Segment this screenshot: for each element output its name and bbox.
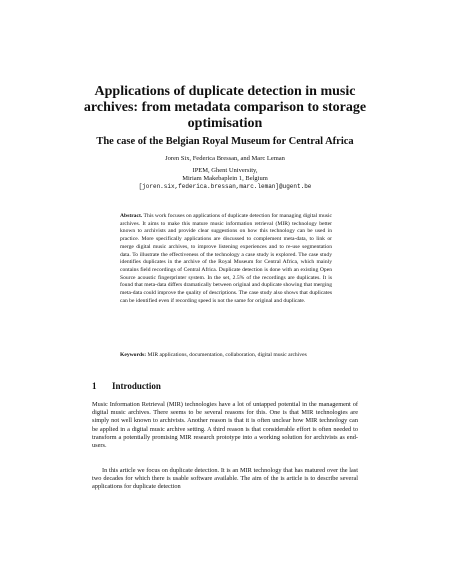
intro-paragraph-1: Music Information Retrieval (MIR) technologies have a lot of untapped potential in the management of digital music archives. There seems to be several reasons for this. One is that MIR technologies are simply not well known to archivists. Another reason is that it is often unclear how MIR technology can be applied in a digital music archive setting. A third reason is that considerable effort is often needed to transform a potentially promising MIR research prototype into a working solution for archivists as end-users.: [92, 401, 358, 450]
section-title: Introduction: [112, 381, 161, 391]
section-number: 1: [92, 381, 97, 391]
institute-line: IPEM, Ghent University,: [192, 167, 258, 174]
address-line: Miriam Makebaplein 1, Belgium: [182, 175, 268, 182]
paper-title: Applications of duplicate detection in music archives: from metadata comparison to storage optimisation: [83, 84, 367, 131]
abstract-label: Abstract.: [120, 213, 143, 219]
keywords-label: Keywords:: [120, 352, 147, 358]
affiliation-block: [70, 167, 380, 191]
author-list: Joren Six, Federica Bressan, and Marc Leman: [165, 155, 285, 162]
email-line: [joren.six,federica.bressan,marc.leman]@ugent.be: [138, 183, 312, 190]
paper-subtitle: The case of the Belgian Royal Museum for Central Africa: [96, 136, 354, 147]
keywords-text: MIR applications, documentation, collaboration, digital music archives: [147, 352, 307, 358]
keywords-block: [120, 352, 332, 360]
abstract-block: [120, 213, 332, 305]
section-heading: [92, 381, 358, 391]
intro-paragraph-2: In this article we focus on duplicate detection. It is an MIR technology that has matured over the last two decades for which there is usable software available. The aim of the is article is to describe several applications for duplicate detection: [92, 467, 358, 491]
abstract-text: This work focuses on applications of duplicate detection for managing digital music archives. It aims to make this mature music information retrieval (MIR) technology better known to archivists and provide clear suggestions on how this technology can be used in practice. More specifically applications are discussed to complement meta-data, to link or merge digital music archives, to improve listening experiences and to re-use segmentation data. To illustrate the effectiveness of the technology a case study is explored. The case study identifies duplicates in the archive of the Royal Museum for Central Africa, which mainly contains field recordings of Central Africa. Duplicate detection is done with an existing Open Source acoustic fingerprinter system. In the set, 2.5% of the recordings are duplicates. It is found that meta-data differs dramatically between original and duplicate showing that merging meta-data could improve the quality of descriptions. The case study also shows that duplicates can be identified even if recording speed is not the same for original and duplicate.: [120, 213, 332, 304]
